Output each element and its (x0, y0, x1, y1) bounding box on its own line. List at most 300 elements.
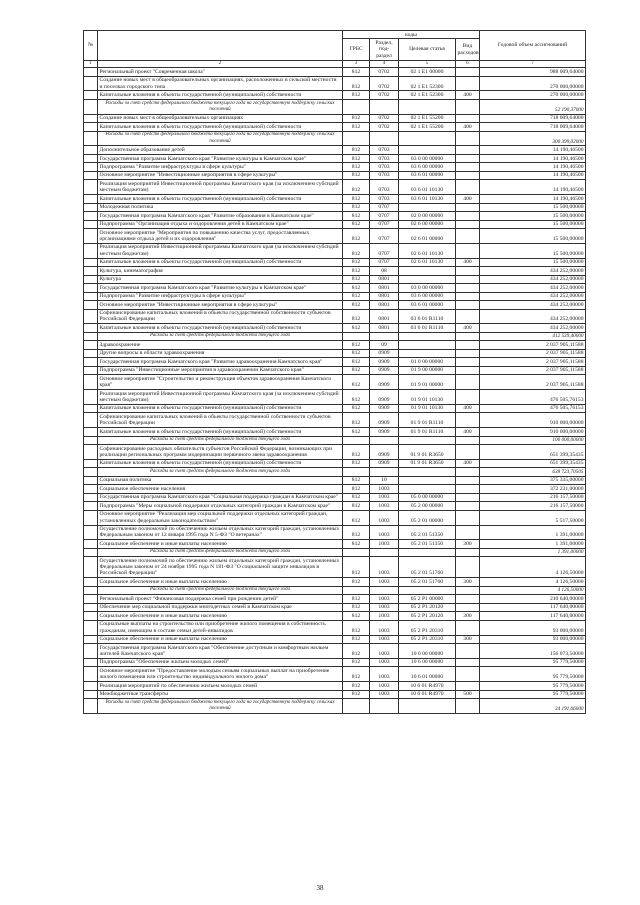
table-row (84, 620, 586, 635)
cell-vid (456, 658, 480, 666)
cell-vid (456, 203, 480, 211)
cell-number (84, 603, 98, 611)
cell-number (84, 667, 98, 682)
cell-note-text: Расходы за счет средств федерального бюджета текущего года на государственную поддержку сельских поселений (98, 699, 343, 714)
table-row (84, 667, 586, 682)
cell-target: 05 2 01 51350 (399, 525, 456, 540)
cell-name: Основное мероприятие "Инвестиционные мероприятия в сфере культуры" (98, 301, 343, 309)
cell-vid (456, 341, 480, 349)
cell-name: Социальное обеспечение населения (98, 485, 343, 493)
cell-grbs: 812 (343, 284, 370, 292)
cell-grbs: 812 (343, 540, 370, 548)
cell-grbs: 812 (343, 620, 370, 635)
cell-grbs: 812 (343, 366, 370, 374)
col-number: 5 (399, 60, 456, 68)
cell-name: Капитальные вложения в объекты государственной (муниципальной) собственности (98, 404, 343, 412)
cell-name: Государственная программа Камчатского края "Обеспечение доступным и комфортным жильем жителей Камчатского края" (98, 644, 343, 659)
cell-grbs: 812 (343, 493, 370, 501)
cell-number (84, 413, 98, 428)
cell-amount: 117 640,00000 (480, 603, 586, 611)
cell-vid (456, 436, 480, 444)
cell-name: Капитальные вложения в объекты государственной (муниципальной) собственности (98, 123, 343, 131)
cell-name: Государственная программа Камчатского края "Развитие здравоохранения Камчатского края" (98, 358, 343, 366)
table-row (84, 428, 586, 436)
cell-razdel: 1003 (370, 690, 399, 698)
cell-note-text: Расходы за счет средств федерального бюджета текущего года на государственную поддержку сельских поселений (98, 99, 343, 114)
cell-amount: 718 009,64000 (480, 123, 586, 131)
cell-target (399, 485, 456, 493)
table-row (84, 341, 586, 349)
cell-target: 03 6 01 10130 (399, 195, 456, 203)
cell-amount: 210 640,00000 (480, 595, 586, 603)
cell-razdel: 10 (370, 476, 399, 484)
cell-razdel: 0703 (370, 154, 399, 162)
cell-razdel: 0909 (370, 413, 399, 428)
cell-amount: 434 252,00000 (480, 292, 586, 300)
cell-vid (456, 154, 480, 162)
cell-razdel: 0707 (370, 212, 399, 220)
cell-name: Социальное обеспечение и иные выплаты населению (98, 578, 343, 586)
cell-target: 03 6 01 R1110 (399, 324, 456, 332)
cell-grbs: 812 (343, 390, 370, 405)
cell-grbs: 812 (343, 195, 370, 203)
cell-name: Основное мероприятие "Реализация мер социальной поддержки отдельных категорий граждан, установленных федеральным законодательством" (98, 510, 343, 525)
cell-grbs (343, 131, 370, 146)
cell-grbs: 812 (343, 404, 370, 412)
table-row (84, 243, 586, 258)
table-row (84, 375, 586, 390)
cell-amount: 100 000,00000 (480, 436, 586, 444)
cell-razdel: 0707 (370, 258, 399, 266)
cell-number (84, 229, 98, 244)
table-note-row (84, 131, 586, 146)
header-grbs: ГРБС (343, 39, 370, 60)
cell-amount: 434 252,00000 (480, 284, 586, 292)
cell-razdel: 1003 (370, 493, 399, 501)
cell-number (84, 375, 98, 390)
table-row (84, 301, 586, 309)
cell-vid (456, 390, 480, 405)
cell-name: Подпрограмма "Обеспечение жильем молодых семей" (98, 658, 343, 666)
cell-vid: 500 (456, 690, 480, 698)
cell-target: 01 9 01 R1110 (399, 428, 456, 436)
table-row (84, 358, 586, 366)
cell-grbs: 812 (343, 445, 370, 460)
cell-razdel (370, 131, 399, 146)
cell-grbs: 812 (343, 612, 370, 620)
cell-grbs (343, 436, 370, 444)
cell-grbs: 812 (343, 459, 370, 467)
cell-vid (456, 68, 480, 76)
table-row (84, 644, 586, 659)
cell-vid (456, 468, 480, 476)
cell-razdel: 0702 (370, 76, 399, 91)
cell-razdel: 0801 (370, 292, 399, 300)
cell-amount: 216 157,50000 (480, 502, 586, 510)
table-row (84, 146, 586, 154)
cell-name: Дополнительное образование детей (98, 146, 343, 154)
cell-name: Подпрограмма "Инвестиционные мероприятия в здравоохранении Камчатского края" (98, 366, 343, 374)
cell-amount: 300 399,02000 (480, 131, 586, 146)
budget-table (83, 30, 586, 714)
cell-amount: 14 190,46500 (480, 163, 586, 171)
cell-grbs: 812 (343, 163, 370, 171)
cell-grbs (343, 332, 370, 340)
cell-amount: 117 640,00000 (480, 612, 586, 620)
cell-target: 01 0 00 00000 (399, 358, 456, 366)
cell-amount: 2 037 905,11588 (480, 358, 586, 366)
cell-number (84, 203, 98, 211)
cell-amount: 52 190,37000 (480, 99, 586, 114)
cell-vid: 400 (456, 404, 480, 412)
cell-number (84, 548, 98, 556)
header-number: № (84, 31, 98, 61)
cell-name: Реализация мероприятий Инвестиционной программы Камчатского края (за исключением субсидий местным бюджетам) (98, 390, 343, 405)
cell-razdel (370, 699, 399, 714)
cell-number (84, 502, 98, 510)
cell-grbs: 812 (343, 358, 370, 366)
cell-amount: 93 000,00000 (480, 635, 586, 643)
cell-name: Основное мероприятие "Строительство и реконструкция объектов здравоохранения Камчатского края" (98, 375, 343, 390)
cell-razdel: 0801 (370, 275, 399, 283)
cell-amount: 15 500,00000 (480, 212, 586, 220)
cell-razdel: 1003 (370, 557, 399, 578)
cell-razdel: 1003 (370, 635, 399, 643)
cell-number (84, 644, 98, 659)
cell-name: Капитальные вложения в объекты государственной (муниципальной) собственности (98, 459, 343, 467)
cell-grbs: 812 (343, 644, 370, 659)
cell-number (84, 578, 98, 586)
cell-number (84, 284, 98, 292)
cell-grbs: 812 (343, 578, 370, 586)
cell-amount: 14 190,46500 (480, 180, 586, 195)
cell-target: 05 2 00 00000 (399, 502, 456, 510)
col-number: 7 (480, 60, 586, 68)
cell-amount: 434 252,00000 (480, 275, 586, 283)
cell-vid (456, 358, 480, 366)
table-row (84, 445, 586, 460)
cell-razdel: 0707 (370, 229, 399, 244)
cell-number (84, 212, 98, 220)
cell-name: Государственная программа Камчатского края "Социальная поддержка граждан в Камчатском крае" (98, 493, 343, 501)
cell-number (84, 428, 98, 436)
cell-name: Социальное обеспечение и иные выплаты населению (98, 540, 343, 548)
cell-grbs: 812 (343, 91, 370, 99)
table-note-row (84, 468, 586, 476)
table-row (84, 459, 586, 467)
cell-amount: 476 505,76153 (480, 404, 586, 412)
cell-amount: 1 391,00000 (480, 540, 586, 548)
cell-number (84, 76, 98, 91)
cell-number (84, 68, 98, 76)
cell-razdel: 1003 (370, 502, 399, 510)
cell-number (84, 445, 98, 460)
table-row (84, 404, 586, 412)
cell-name: Другие вопросы в области здравоохранения (98, 349, 343, 357)
cell-grbs: 812 (343, 258, 370, 266)
cell-target: 10 0 00 00000 (399, 644, 456, 659)
cell-number (84, 91, 98, 99)
cell-name: Осуществление полномочий по обеспечению жильем отдельных категорий граждан, установленных Федеральным законом от 24 ноября 1995 года N 181-ФЗ "О социальной защите инвалидов в Российской Федерации" (98, 557, 343, 578)
cell-name: Софинансирование расходных обязательств субъектов Российской Федерации, возникающих при реализации региональных программ модернизации первичного звена здравоохранения (98, 445, 343, 460)
cell-vid (456, 413, 480, 428)
cell-target: 10 6 01 R4970 (399, 690, 456, 698)
cell-vid: 400 (456, 428, 480, 436)
table-note-row (84, 332, 586, 340)
cell-grbs (343, 548, 370, 556)
table-row (84, 114, 586, 122)
cell-target: 05 2 P1 00000 (399, 595, 456, 603)
cell-name: Капитальные вложения в объекты государственной (муниципальной) собственности (98, 428, 343, 436)
cell-target (399, 548, 456, 556)
cell-number (84, 267, 98, 275)
cell-target: 01 9 01 10130 (399, 390, 456, 405)
col-number: 3 (343, 60, 370, 68)
cell-vid (456, 510, 480, 525)
cell-target (399, 586, 456, 594)
cell-amount: 216 157,50000 (480, 493, 586, 501)
cell-vid (456, 349, 480, 357)
table-body (84, 68, 586, 714)
cell-number (84, 341, 98, 349)
table-note-row (84, 99, 586, 114)
table-row (84, 603, 586, 611)
cell-vid (456, 557, 480, 578)
cell-target (399, 131, 456, 146)
cell-target: 10 6 01 00000 (399, 667, 456, 682)
cell-name: Здравоохранение (98, 341, 343, 349)
cell-razdel: 0703 (370, 195, 399, 203)
cell-vid (456, 667, 480, 682)
cell-target: 02 1 E1 52300 (399, 91, 456, 99)
cell-name: Основное мероприятие "Предоставление молодым семьям социальных выплат на приобретение жилого помещения или строительство индивидуального жилого дома" (98, 667, 343, 682)
cell-vid (456, 99, 480, 114)
cell-grbs: 812 (343, 476, 370, 484)
cell-number (84, 301, 98, 309)
cell-grbs: 812 (343, 682, 370, 690)
cell-number (84, 476, 98, 484)
cell-razdel: 1003 (370, 540, 399, 548)
table-row (84, 203, 586, 211)
table-row (84, 171, 586, 179)
cell-razdel (370, 468, 399, 476)
cell-target: 03 0 00 00000 (399, 154, 456, 162)
cell-razdel: 1003 (370, 682, 399, 690)
cell-amount: 651 399,35435 (480, 445, 586, 460)
cell-name: Осуществление полномочий по обеспечению жильем отдельных категорий граждан, установленных Федеральным законом от 12 января 1995 года N 5-ФЗ "О ветеранах" (98, 525, 343, 540)
cell-amount: 14 190,46500 (480, 146, 586, 154)
cell-target: 03 0 00 00000 (399, 284, 456, 292)
cell-name: Создание новых мест в общеобразовательных организациях (98, 114, 343, 122)
table-row (84, 309, 586, 324)
col-number: 2 (98, 60, 343, 68)
cell-name: Подпрограмма "Развитие инфраструктуры в сфере культуры" (98, 292, 343, 300)
cell-razdel: 1003 (370, 644, 399, 659)
cell-amount: 910 000,00000 (480, 428, 586, 436)
table-row (84, 510, 586, 525)
cell-grbs (343, 699, 370, 714)
cell-vid (456, 243, 480, 258)
cell-number (84, 292, 98, 300)
cell-number (84, 180, 98, 195)
cell-name: Межбюджетные трансферты (98, 690, 343, 698)
table-row (84, 229, 586, 244)
cell-razdel (370, 548, 399, 556)
cell-number (84, 171, 98, 179)
cell-amount: 375 335,00000 (480, 476, 586, 484)
cell-number (84, 99, 98, 114)
table-row (84, 258, 586, 266)
cell-name: Молодежная политика (98, 203, 343, 211)
cell-number (84, 123, 98, 131)
cell-vid (456, 525, 480, 540)
cell-grbs: 812 (343, 349, 370, 357)
table-row (84, 578, 586, 586)
cell-razdel: 1003 (370, 620, 399, 635)
cell-grbs: 812 (343, 68, 370, 76)
cell-amount: 412 539,40000 (480, 332, 586, 340)
cell-vid (456, 586, 480, 594)
cell-number (84, 114, 98, 122)
table-row (84, 212, 586, 220)
cell-number (84, 404, 98, 412)
table-row (84, 413, 586, 428)
cell-vid: 300 (456, 540, 480, 548)
cell-amount: 14 190,46500 (480, 154, 586, 162)
cell-name: Капитальные вложения в объекты государственной (муниципальной) собственности (98, 91, 343, 99)
cell-number (84, 525, 98, 540)
table-row (84, 292, 586, 300)
cell-name: Социальное обеспечение и иные выплаты населению (98, 635, 343, 643)
cell-target: 05 2 01 00000 (399, 510, 456, 525)
cell-amount: 15 500,00000 (480, 258, 586, 266)
cell-grbs: 812 (343, 324, 370, 332)
table-row (84, 180, 586, 195)
cell-target: 05 2 01 51760 (399, 557, 456, 578)
cell-amount: 270 000,00000 (480, 91, 586, 99)
cell-target (399, 349, 456, 357)
cell-target: 10 6 01 R4970 (399, 682, 456, 690)
header-codes: коды (343, 31, 480, 39)
cell-vid: 300 (456, 612, 480, 620)
table-row (84, 154, 586, 162)
cell-name: Государственная программа Камчатского края "Развитие культуры в Камчатском крае" (98, 284, 343, 292)
cell-razdel: 0801 (370, 301, 399, 309)
cell-amount: 372 231,00000 (480, 485, 586, 493)
cell-razdel: 0909 (370, 428, 399, 436)
cell-amount: 14 190,46500 (480, 195, 586, 203)
cell-target (399, 436, 456, 444)
header-amount: Годовой объем ассигнований (480, 31, 586, 61)
cell-name: Культура, кинематография (98, 267, 343, 275)
cell-number (84, 612, 98, 620)
header-target: Целевая статья (399, 39, 456, 60)
cell-target: 02 1 E1 55200 (399, 114, 456, 122)
table-row (84, 195, 586, 203)
cell-number (84, 366, 98, 374)
cell-grbs: 812 (343, 301, 370, 309)
table-row (84, 540, 586, 548)
cell-name: Реализация мероприятий Инвестиционной программы Камчатского края (за исключением субсидий местным бюджетам) (98, 243, 343, 258)
table-row (84, 485, 586, 493)
cell-amount: 270 000,00000 (480, 76, 586, 91)
cell-target: 02 1 E1 52300 (399, 76, 456, 91)
page-number: 38 (316, 884, 324, 892)
cell-target: 05 2 P1 20120 (399, 612, 456, 620)
cell-number (84, 493, 98, 501)
cell-amount: 434 252,00000 (480, 324, 586, 332)
cell-note-text: Расходы за счет средств федерального бюджета текущего года на государственную поддержку сельских поселений (98, 131, 343, 146)
cell-amount: 15 500,00000 (480, 203, 586, 211)
cell-vid (456, 267, 480, 275)
cell-amount: 93 000,00000 (480, 620, 586, 635)
table-row (84, 324, 586, 332)
budget-table-sheet (83, 30, 585, 714)
cell-razdel: 0707 (370, 243, 399, 258)
cell-target: 02 6 01 10130 (399, 258, 456, 266)
cell-vid: 300 (456, 635, 480, 643)
cell-grbs: 812 (343, 267, 370, 275)
cell-target: 05 2 P1 20120 (399, 603, 456, 611)
cell-grbs: 812 (343, 485, 370, 493)
cell-number (84, 332, 98, 340)
cell-number (84, 557, 98, 578)
cell-grbs (343, 468, 370, 476)
cell-amount: 651 399,35435 (480, 459, 586, 467)
cell-razdel (370, 99, 399, 114)
cell-note-text: Расходы за счет средств федерального бюджета текущего года (98, 548, 343, 556)
cell-vid (456, 229, 480, 244)
cell-name: Государственная программа Камчатского края "Развитие культуры в Камчатском крае" (98, 154, 343, 162)
cell-grbs: 812 (343, 292, 370, 300)
table-row (84, 390, 586, 405)
cell-razdel: 0909 (370, 445, 399, 460)
cell-razdel: 0909 (370, 358, 399, 366)
cell-number (84, 358, 98, 366)
cell-number (84, 324, 98, 332)
cell-vid (456, 171, 480, 179)
cell-target (399, 699, 456, 714)
cell-razdel: 0909 (370, 404, 399, 412)
cell-target: 03 6 00 00000 (399, 163, 456, 171)
cell-razdel: 1003 (370, 603, 399, 611)
cell-target: 01 9 01 10130 (399, 404, 456, 412)
cell-grbs: 812 (343, 525, 370, 540)
cell-razdel: 0801 (370, 309, 399, 324)
cell-amount: 1 391,00000 (480, 525, 586, 540)
table-row (84, 284, 586, 292)
cell-grbs: 812 (343, 341, 370, 349)
cell-amount: 988 009,64000 (480, 68, 586, 76)
cell-number (84, 620, 98, 635)
cell-vid: 400 (456, 459, 480, 467)
table-row (84, 595, 586, 603)
cell-amount: 95 779,50000 (480, 658, 586, 666)
table-row (84, 658, 586, 666)
cell-target: 03 6 01 R1110 (399, 309, 456, 324)
cell-razdel: 0909 (370, 375, 399, 390)
cell-number (84, 586, 98, 594)
cell-amount: 2 037 905,11588 (480, 349, 586, 357)
cell-number (84, 258, 98, 266)
cell-target: 05 2 01 51350 (399, 540, 456, 548)
cell-amount: 2 037 905,11588 (480, 341, 586, 349)
table-row (84, 493, 586, 501)
cell-razdel: 0909 (370, 366, 399, 374)
cell-razdel: 1003 (370, 578, 399, 586)
header-razdel: Раздел, под-раздел (370, 39, 399, 60)
cell-grbs: 812 (343, 212, 370, 220)
